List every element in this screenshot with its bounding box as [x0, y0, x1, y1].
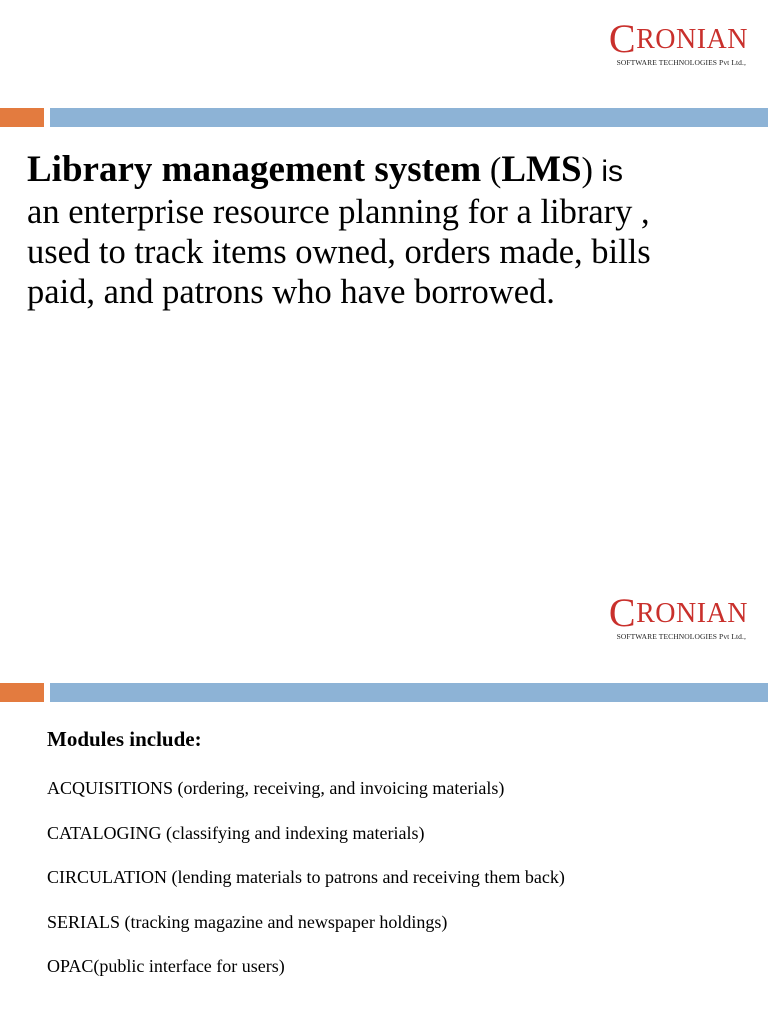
- lms-line-3: used to track items owned, orders made, bills: [27, 233, 651, 271]
- lms-paren-open: (: [481, 151, 502, 189]
- lms-line-2: an enterprise resource planning for a library ,: [27, 193, 650, 231]
- lms-is-word: is: [593, 155, 624, 188]
- lms-bold-lead: Library management system: [27, 149, 482, 190]
- lms-acronym: LMS: [501, 149, 582, 190]
- logo-tagline-2: SOFTWARE TECHNOLOGIES Pvt Ltd.,: [616, 632, 746, 641]
- divider-orange-segment: [0, 108, 44, 127]
- module-item-acquisitions: ACQUISITIONS (ordering, receiving, and invoicing materials): [47, 778, 505, 798]
- logo-tagline: SOFTWARE TECHNOLOGIES Pvt Ltd.,: [616, 58, 746, 67]
- divider-bar: [0, 108, 768, 127]
- logo-initial-2: C: [608, 590, 637, 635]
- slide-2: [0, 577, 768, 1024]
- divider-bar-2: [0, 683, 768, 702]
- divider-blue-segment: [50, 108, 768, 127]
- lms-paren-close: ): [581, 151, 594, 189]
- cronian-logo-2: [548, 590, 748, 641]
- lms-line-4: paid, and patrons who have borrowed.: [27, 273, 555, 311]
- logo-wordmark-2: [548, 590, 748, 635]
- divider-orange-segment-2: [0, 683, 44, 702]
- module-item-cataloging: CATALOGING (classifying and indexing materials): [47, 822, 425, 843]
- logo-initial: C: [608, 16, 637, 61]
- logo-wordmark: [548, 16, 748, 61]
- modules-heading: Modules include:: [47, 727, 202, 751]
- logo-rest: RONIAN: [636, 24, 748, 55]
- logo-rest-2: RONIAN: [636, 598, 748, 629]
- module-item-opac: OPAC(public interface for users): [47, 956, 285, 976]
- lms-definition: [27, 150, 747, 312]
- cronian-logo: [548, 16, 748, 67]
- divider-blue-segment-2: [50, 683, 768, 702]
- module-item-circulation: CIRCULATION (lending materials to patrons and receiving them back): [47, 867, 565, 887]
- lms-line-1: [27, 150, 747, 192]
- module-item-serials: SERIALS (tracking magazine and newspaper holdings): [47, 911, 448, 932]
- module-list: [47, 777, 565, 1000]
